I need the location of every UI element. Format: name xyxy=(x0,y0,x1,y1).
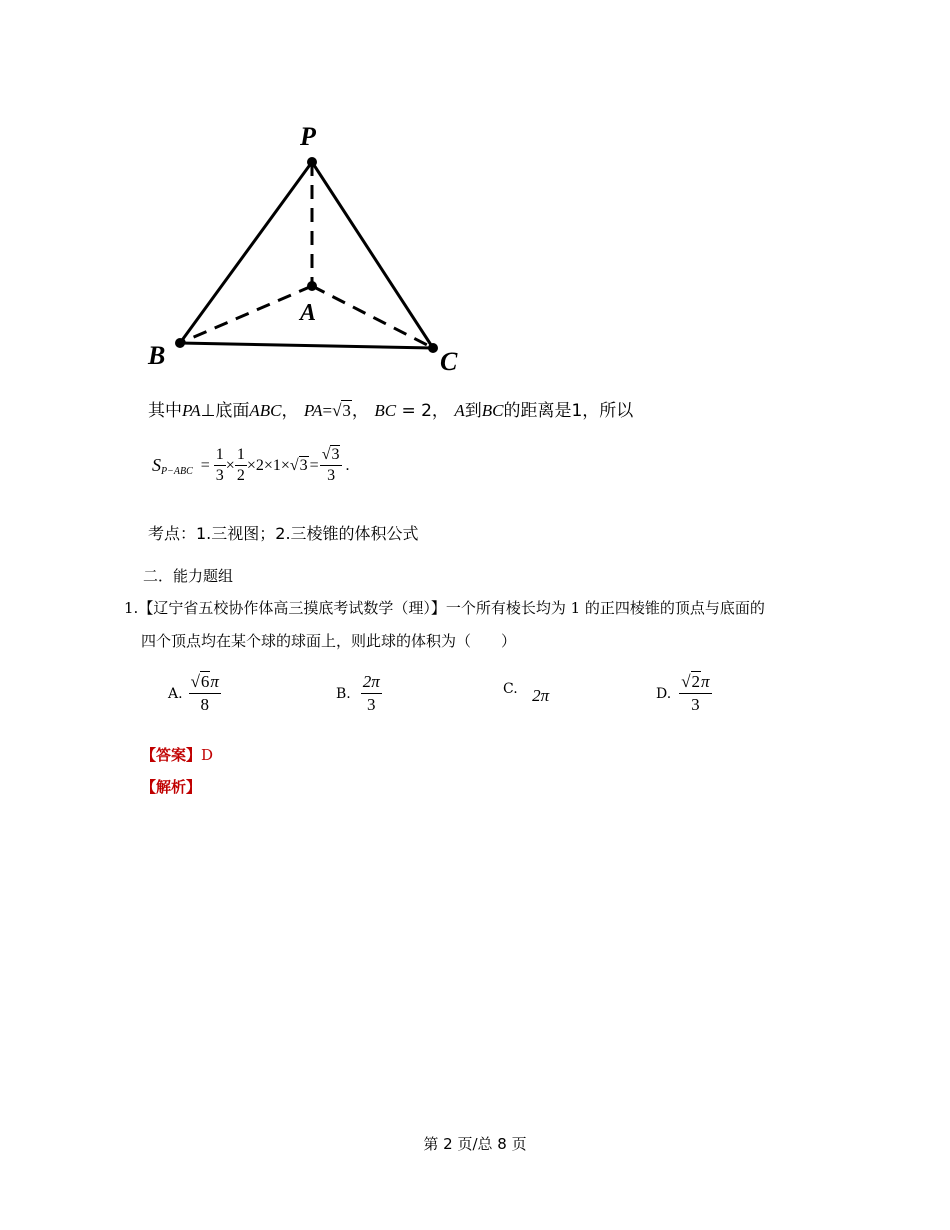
option-A xyxy=(168,672,221,715)
volume-formula xyxy=(152,446,349,485)
pi: π xyxy=(701,672,710,691)
math-eq: = xyxy=(309,456,319,474)
sqrt-sign: √ xyxy=(289,456,299,474)
option-B-fraction xyxy=(361,672,382,715)
page-number: 2 xyxy=(443,1135,453,1153)
text: 其中 xyxy=(148,401,182,421)
option-label: B. xyxy=(336,685,351,702)
numerator xyxy=(679,672,711,694)
pi: π xyxy=(210,672,219,691)
option-B xyxy=(336,672,382,715)
page-footer xyxy=(0,1133,950,1154)
answer-line xyxy=(141,744,213,765)
math-eq: = xyxy=(200,456,210,474)
math-subscript: P−ABC xyxy=(161,466,193,477)
question-number: 1. xyxy=(124,599,139,617)
fraction-one-third xyxy=(214,446,226,485)
answer-tag: 【答案】 xyxy=(141,746,202,764)
option-label: D. xyxy=(656,685,672,702)
question-text-line-1: 一个所有棱长均为 1 的正四棱锥的顶点与底面的 xyxy=(445,599,765,617)
math-sqrt3: 3 xyxy=(331,446,340,463)
analysis-tag: 【解析】 xyxy=(141,778,202,796)
option-C xyxy=(503,678,550,705)
math-BC: BC xyxy=(374,401,397,420)
math-period: . xyxy=(345,456,350,474)
numerator xyxy=(320,446,343,466)
numerator: 2π xyxy=(361,672,382,694)
math-times: × xyxy=(225,456,235,474)
text: 的距离是1，所以 xyxy=(503,401,634,421)
label-B: B xyxy=(148,341,166,370)
sqrt-value: 2 xyxy=(691,672,701,691)
edge-BC xyxy=(180,343,433,348)
footer-text: 第 xyxy=(423,1135,444,1153)
footer-text: 页/总 xyxy=(452,1135,498,1153)
math-A: A xyxy=(454,401,465,420)
vertex-B xyxy=(175,338,185,348)
question-text-line-2: 四个顶点均在某个球的球面上，则此球的体积为（ ） xyxy=(141,632,517,650)
sqrt-value: 6 xyxy=(200,672,210,691)
option-D xyxy=(656,672,712,715)
kaodian-line: 考点：1.三视图；2.三棱锥的体积公式 xyxy=(148,524,419,543)
vertex-A xyxy=(307,281,317,291)
math-sqrt3: 3 xyxy=(299,457,308,474)
question-1 xyxy=(124,597,765,618)
vertex-P xyxy=(307,157,317,167)
label-P: P xyxy=(300,122,316,151)
edge-PC xyxy=(312,162,433,348)
fraction-one-half xyxy=(235,446,247,485)
option-A-fraction xyxy=(189,672,221,715)
math-eq: = xyxy=(322,401,333,420)
section-title: 二．能力题组 xyxy=(143,567,234,585)
math-BC: BC xyxy=(481,401,504,420)
denominator: 3 xyxy=(367,695,376,714)
denominator: 8 xyxy=(200,695,209,714)
sqrt-sign: √ xyxy=(190,672,200,691)
text: ⊥底面 xyxy=(200,401,250,421)
sqrt-sign: √ xyxy=(321,446,331,463)
label-C: C xyxy=(440,347,458,376)
option-label: C. xyxy=(503,681,518,697)
text: ， xyxy=(351,401,369,421)
numerator xyxy=(189,672,221,694)
pyramid-figure xyxy=(140,120,480,380)
denominator: 3 xyxy=(327,467,336,484)
text: 到 xyxy=(464,401,482,421)
vertex-C xyxy=(428,343,438,353)
math-PA: PA xyxy=(182,401,201,420)
fraction-sqrt3-over-3 xyxy=(320,446,343,485)
option-D-fraction xyxy=(679,672,711,715)
math-S: S xyxy=(152,455,161,475)
math-PA: PA xyxy=(303,401,323,420)
denominator: 3 xyxy=(691,695,700,714)
sqrt-sign: √ xyxy=(681,672,691,691)
text: ， xyxy=(281,401,299,421)
page-total: 8 xyxy=(497,1135,507,1153)
option-C-value: 2π xyxy=(532,686,550,705)
math-sqrt3: 3 xyxy=(342,401,351,420)
option-label: A. xyxy=(168,685,183,702)
numerator: 1 xyxy=(235,446,247,466)
footer-text: 页 xyxy=(506,1135,527,1153)
question-source: 【辽宁省五校协作体高三摸底考试数学（理）】 xyxy=(138,599,446,617)
answer-value: D xyxy=(201,746,214,764)
text: = 2， xyxy=(396,401,449,421)
denominator: 3 xyxy=(215,467,224,484)
edge-AC xyxy=(312,286,433,348)
label-A: A xyxy=(300,300,317,326)
denominator: 2 xyxy=(236,467,245,484)
numerator: 1 xyxy=(214,446,226,466)
math-ABC: ABC xyxy=(249,401,282,420)
sqrt-sign: √ xyxy=(332,401,342,420)
math-product: ×2×1× xyxy=(246,456,290,474)
solution-line-1 xyxy=(148,396,633,421)
